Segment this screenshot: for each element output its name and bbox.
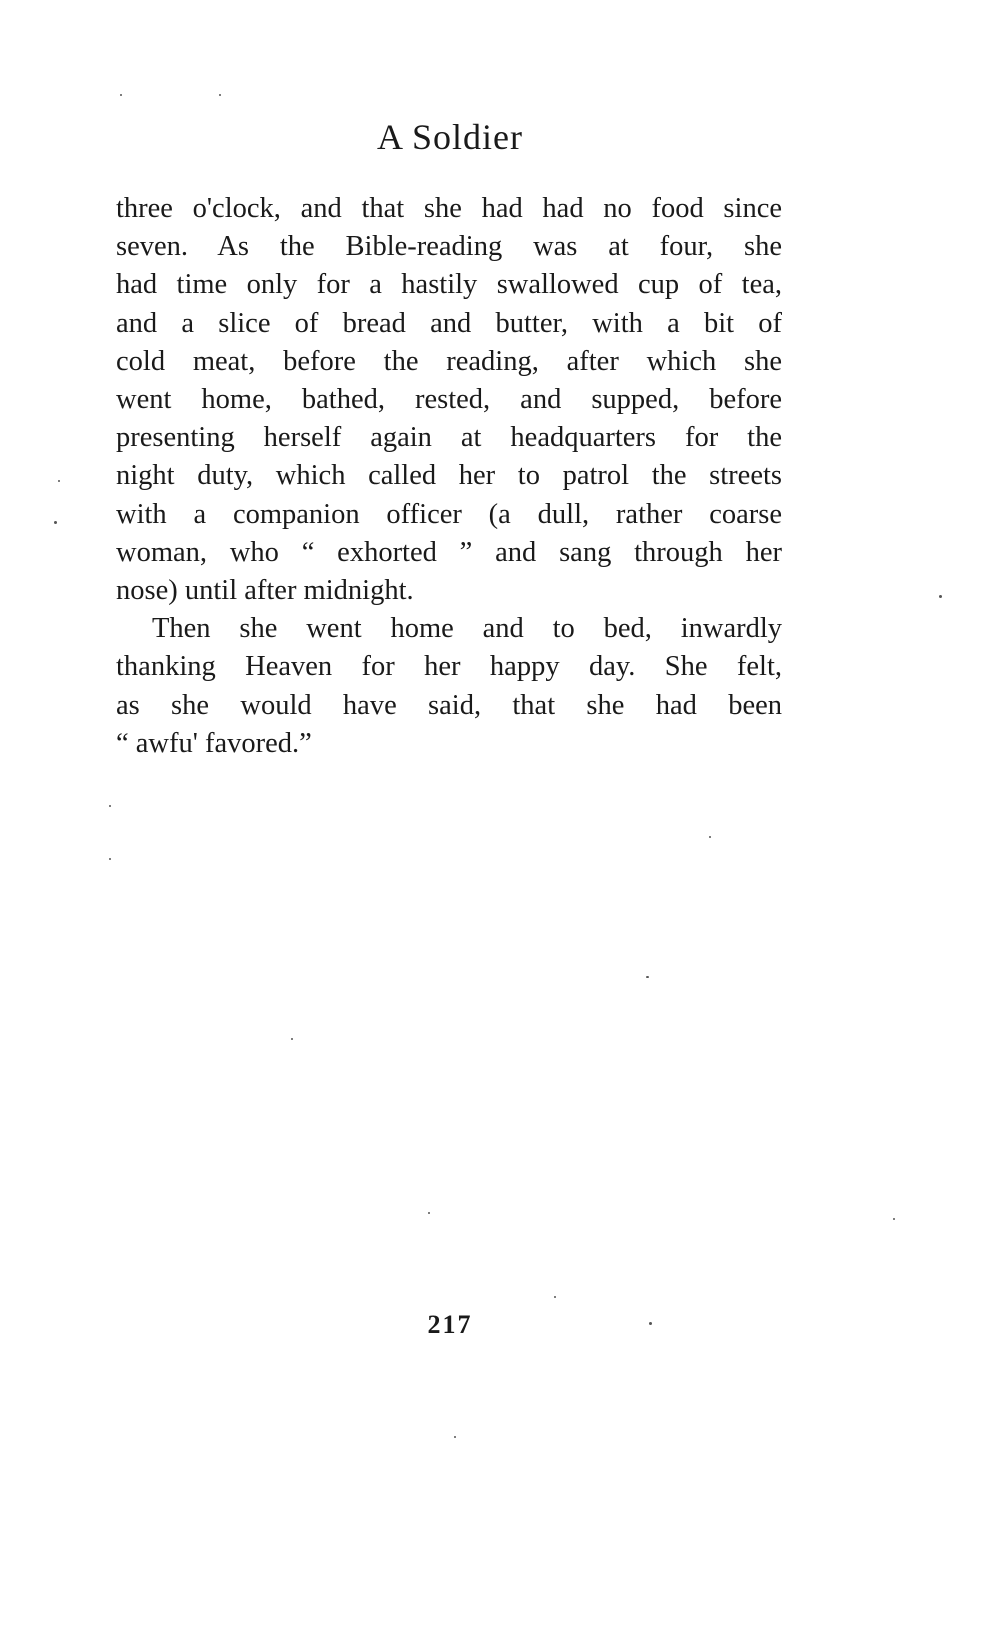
text-line: cold meat, before the reading, after which she: [116, 345, 782, 377]
scan-speck: [54, 521, 57, 524]
scan-speck: [646, 976, 649, 978]
text-line: presenting herself again at headquarters for the: [116, 422, 782, 454]
scan-speck: [893, 1218, 895, 1220]
text-line: had time only for a hastily swallowed cup of tea,: [116, 269, 782, 301]
scan-speck: [649, 1322, 652, 1325]
scan-speck: [454, 1436, 456, 1438]
text-line: night duty, which called her to patrol the streets: [116, 460, 782, 492]
text-line: with a companion officer (a dull, rather coarse: [116, 498, 782, 530]
scan-speck: [291, 1038, 293, 1040]
scan-speck: [939, 595, 942, 598]
text-line: thanking Heaven for her happy day. She felt,: [116, 651, 782, 683]
text-line: went home, bathed, rested, and supped, before: [116, 384, 782, 416]
text-line: seven. As the Bible-reading was at four, she: [116, 231, 782, 263]
text-line: Then she went home and to bed, inwardly: [152, 613, 782, 645]
scan-speck: [709, 836, 711, 838]
text-line: as she would have said, that she had been: [116, 689, 782, 721]
text-line: and a slice of bread and butter, with a bit of: [116, 307, 782, 339]
scan-speck: [109, 805, 111, 807]
scan-speck: [58, 480, 60, 482]
text-line: “ awfu' favored.”: [116, 727, 312, 759]
scan-speck: [219, 94, 221, 96]
scan-speck: [120, 94, 122, 96]
scan-speck: [109, 858, 111, 860]
page-number: 217: [427, 1310, 473, 1339]
scan-speck: [554, 1296, 556, 1298]
running-head: A Soldier: [376, 117, 523, 157]
text-line: nose) until after midnight.: [116, 575, 414, 607]
body-text: [116, 190, 782, 763]
text-line: three o'clock, and that she had had no food since: [116, 193, 782, 224]
scan-speck: [428, 1212, 430, 1214]
text-line: woman, who “ exhorted ” and sang through her: [116, 536, 782, 568]
